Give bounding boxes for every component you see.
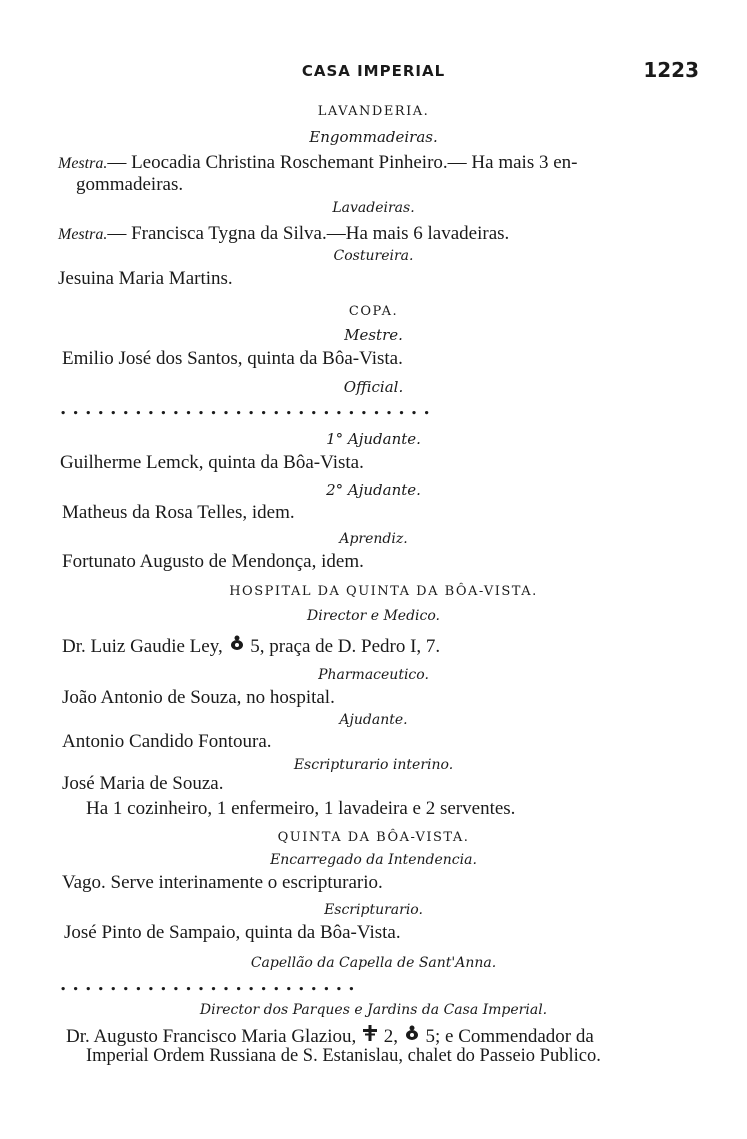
subtitle-mestre: Mestre. — [344, 326, 403, 344]
entry-director-parques-cont: Imperial Ordem Russiana de S. Estanislau, chalet do Passeio Publico. — [86, 1046, 601, 1066]
section-quinta: QUINTA DA BÔA-VISTA. — [277, 830, 470, 845]
entry-parques-rose-rank: 5; e Commendador da — [425, 1026, 594, 1047]
entry-engommadeiras — [58, 152, 577, 174]
subtitle-director-medico: Director e Medico. — [307, 608, 440, 624]
section-copa: COPA. — [348, 304, 399, 319]
entry-escripturario-interino: José Maria de Souza. — [62, 773, 224, 794]
section-hospital: HOSPITAL DA QUINTA DA BÔA-VISTA. — [229, 584, 538, 599]
subtitle-director-parques: Director dos Parques e Jardins da Casa Imperial. — [199, 1002, 548, 1018]
subtitle-escripturario: Escripturario. — [324, 902, 423, 918]
rose-order-icon — [228, 634, 246, 657]
subtitle-capellao: Capellão da Capella de Sant'Anna. — [250, 955, 497, 971]
entry-aprendiz: Fortunato Augusto de Mendonça, idem. — [62, 551, 364, 572]
subtitle-ajudante-1: 1° Ajudante. — [326, 430, 421, 448]
rose-order-icon-2 — [403, 1024, 421, 1047]
label-mestra: Mestra. — [58, 155, 108, 172]
entry-director-medico — [62, 634, 440, 658]
subtitle-encarregado: Encarregado da Intendencia. — [270, 852, 477, 868]
entry-lavadeiras-text: — Francisca Tygna da Silva.—Ha mais 6 lavadeiras. — [107, 223, 510, 244]
entry-mestre: Emilio José dos Santos, quinta da Bôa-Vista. — [62, 348, 403, 369]
page-number: 1223 — [643, 58, 699, 82]
entry-engommadeiras-text: — Leocadia Christina Roschemant Pinheiro.— Ha mais 3 en- — [107, 152, 578, 173]
entry-director-address: 5, praça de D. Pedro I, 7. — [250, 636, 441, 657]
entry-director-name: Dr. Luiz Gaudie Ley, — [62, 636, 223, 657]
subtitle-ajudante-hospital: Ajudante. — [339, 712, 408, 728]
subtitle-pharmaceutico: Pharmaceutico. — [318, 667, 429, 683]
dotted-leader-capellao: . . . . . . . . . . . . . . . . . . . . . . . . — [60, 974, 355, 995]
section-lavanderia: LAVANDERIA. — [317, 104, 430, 119]
subtitle-aprendiz: Aprendiz. — [339, 531, 408, 547]
cross-order-icon — [361, 1024, 379, 1047]
subtitle-escripturario-interino: Escripturario interino. — [293, 757, 454, 773]
entry-pharmaceutico: João Antonio de Souza, no hospital. — [62, 687, 335, 708]
subtitle-official: Official. — [343, 378, 404, 396]
entry-ajudante-1: Guilherme Lemck, quinta da Bôa-Vista. — [60, 452, 364, 473]
label-mestra-lavadeiras: Mestra. — [58, 226, 108, 243]
dotted-leader: . . . . . . . . . . . . . . . . . . . . . . . . . . . . . . — [60, 398, 430, 419]
entry-lavadeiras — [58, 223, 509, 245]
entry-ajudante-2: Matheus da Rosa Telles, idem. — [62, 502, 295, 523]
page-header: CASA IMPERIAL — [301, 62, 446, 80]
entry-ajudante-hospital: Antonio Candido Fontoura. — [62, 731, 272, 752]
entry-staff: Ha 1 cozinheiro, 1 enfermeiro, 1 lavadeira e 2 serventes. — [86, 798, 516, 819]
subtitle-engommadeiras: Engommadeiras. — [309, 128, 438, 146]
subtitle-costureira: Costureira. — [333, 248, 414, 264]
subtitle-lavadeiras: Lavadeiras. — [332, 200, 415, 216]
subtitle-ajudante-2: 2° Ajudante. — [326, 481, 421, 499]
entry-parques-cross-rank: 2, — [383, 1026, 398, 1047]
entry-director-parques — [66, 1024, 594, 1048]
entry-encarregado: Vago. Serve interinamente o escripturario. — [62, 872, 383, 893]
entry-engommadeiras-cont: gommadeiras. — [76, 174, 184, 195]
entry-escripturario: José Pinto de Sampaio, quinta da Bôa-Vista. — [64, 922, 401, 943]
entry-parques-name: Dr. Augusto Francisco Maria Glaziou, — [66, 1026, 357, 1047]
entry-costureira: Jesuina Maria Martins. — [58, 268, 233, 289]
